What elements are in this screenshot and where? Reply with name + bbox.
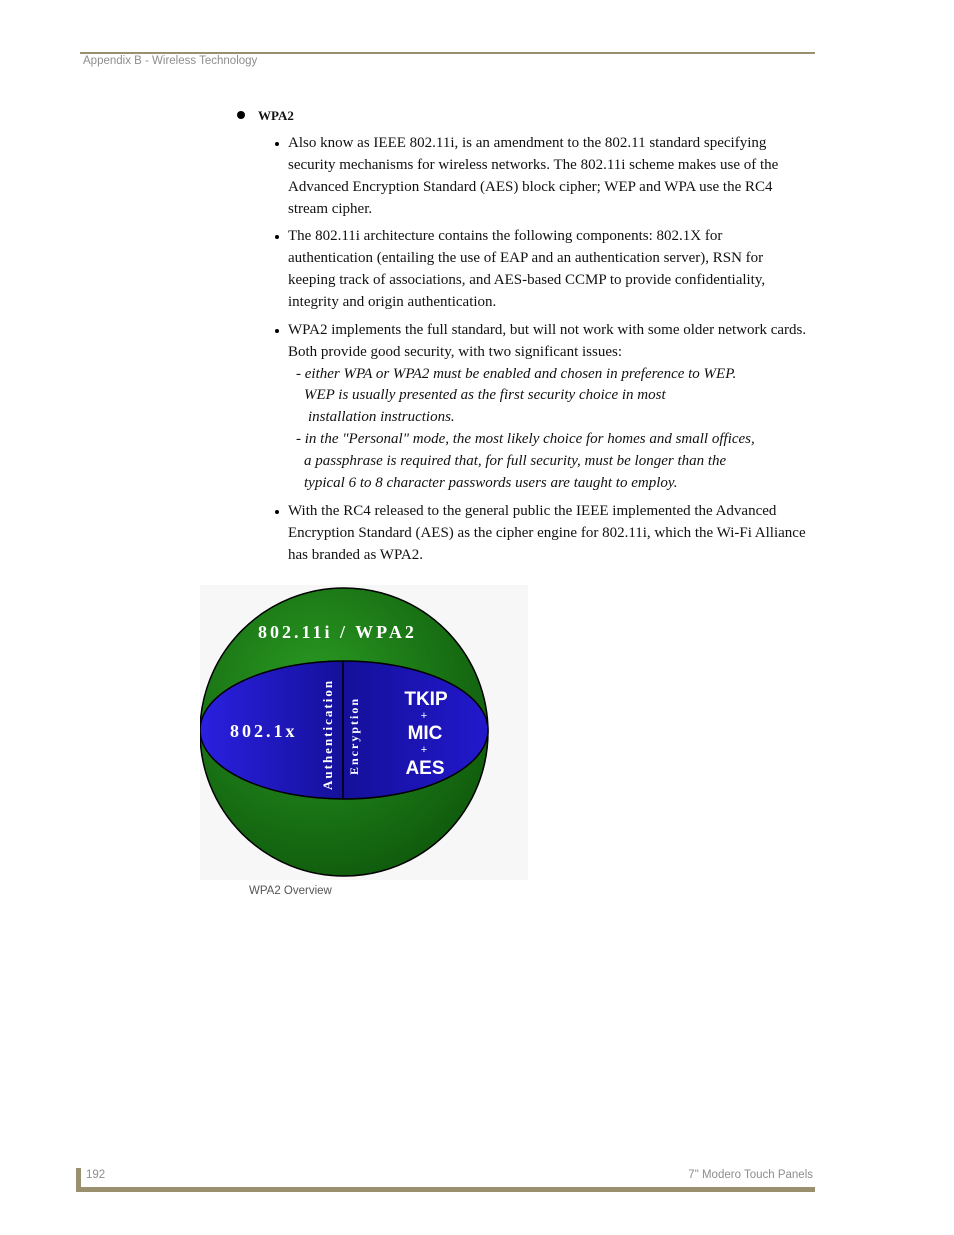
list-item: WPA2 implements the full standard, but will not work with some older network cards. Both provide good security, with two significant issues: xyxy=(288,322,807,360)
list-item: Also know as IEEE 802.11i, is an amendment to the 802.11 standard specifying security mechanisms for wireless networks. The 802.11i scheme makes use of the Advanced Encryption Standard (AES) block cipher; WEP and WPA use the RC4 stream cipher. xyxy=(288,135,779,217)
plus-sign: + xyxy=(420,710,428,722)
footer-rule xyxy=(80,1187,815,1192)
bullet-icon xyxy=(275,329,279,333)
bullet-icon xyxy=(275,510,279,514)
list-item: The 802.11i architecture contains the following components: 802.1X for authentication (entailing the use of EAP and an authentication server), RSN for keeping track of associations, and AES-based CCMP to provide confidentiality, integrity and origin authentication. xyxy=(288,228,766,310)
issue-line: a passphrase is required that, for full security, must be longer than the xyxy=(304,453,727,469)
authentication-label: Authentication xyxy=(320,678,335,790)
main-bullet-icon xyxy=(237,111,245,119)
list-item: With the RC4 released to the general public the IEEE implemented the Advanced Encryption Standard (AES) as the cipher engine for 802.11i, which the Wi-Fi Alliance has branded as WPA2. xyxy=(288,503,806,563)
footer-doc-title: 7" Modero Touch Panels xyxy=(688,1169,813,1181)
header-rule xyxy=(80,52,815,54)
main-bullet-label: WPA2 xyxy=(258,108,294,123)
issue-line: WEP is usually presented as the first security choice in most xyxy=(304,387,666,403)
issue-line: typical 6 to 8 character passwords users are taught to employ. xyxy=(304,475,678,491)
wpa2-overview-diagram xyxy=(200,585,528,880)
issue-line: installation instructions. xyxy=(308,409,455,425)
figure-caption: WPA2 Overview xyxy=(249,885,332,897)
tkip-label: TKIP xyxy=(404,689,448,710)
label-8021x: 802.1x xyxy=(230,721,298,741)
issue-line: - in the "Personal" mode, the most likely choice for homes and small offices, xyxy=(296,431,755,447)
sphere-label: 802.11i / WPA2 xyxy=(258,622,417,642)
page-number: 192 xyxy=(86,1169,106,1181)
encryption-label: Encryption xyxy=(347,696,361,775)
bullet-icon xyxy=(275,235,279,239)
aes-label: AES xyxy=(405,758,445,779)
issue-line: - either WPA or WPA2 must be enabled and chosen in preference to WEP. xyxy=(296,366,737,382)
plus-sign: + xyxy=(420,744,428,756)
bullet-icon xyxy=(275,142,279,146)
header-section-title: Appendix B - Wireless Technology xyxy=(83,55,258,67)
mic-label: MIC xyxy=(407,723,443,744)
